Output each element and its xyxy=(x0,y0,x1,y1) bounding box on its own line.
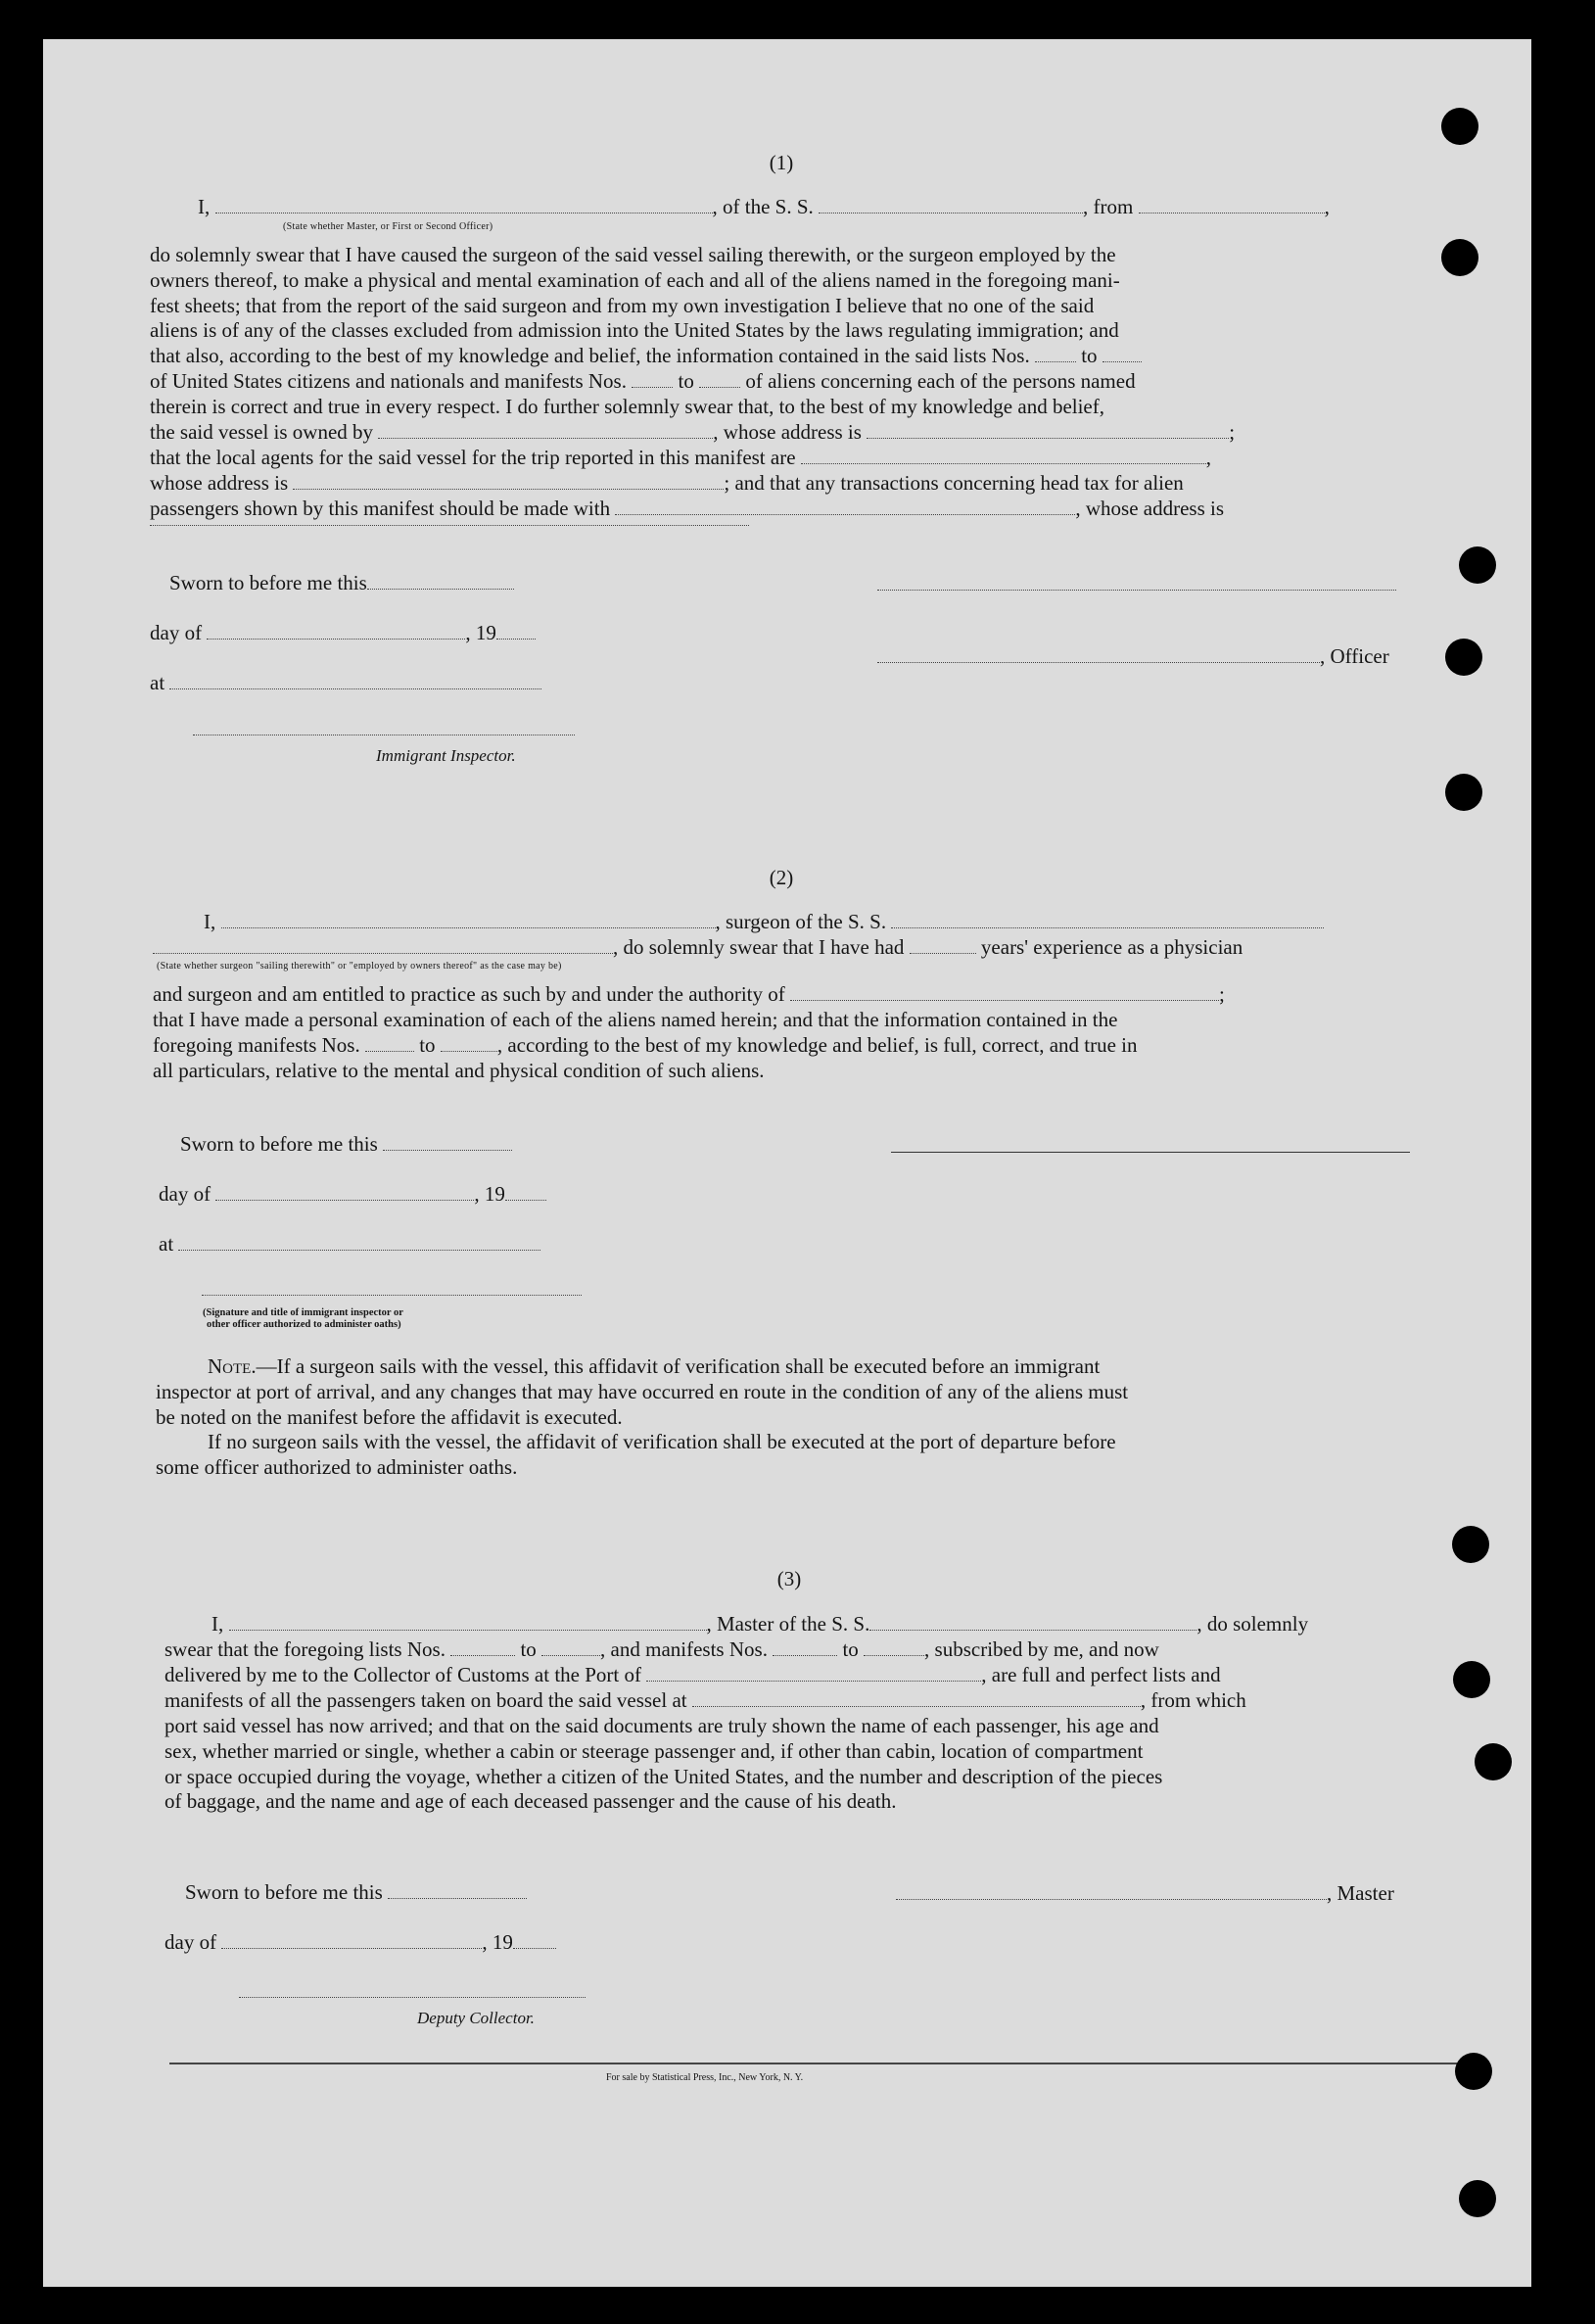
s2-authority-line: and surgeon and am entitled to practice as such by and under the authority of ; xyxy=(153,982,1225,1006)
note-block: Note.—If a surgeon sails with the vessel, this affidavit of verification shall be executed before an immigrant inspector at port of arrival, and any changes that may have occurred en route in the condition of any of the aliens must be noted on the manifest before the affidavit is executed. If no surgeon sails with the vessel, the affidavit of verification shall be executed at the port of departure before some officer authorized to administer oaths. xyxy=(156,1354,1129,1480)
s1-officer-signature-field[interactable] xyxy=(877,590,1396,591)
s3-port-line: delivered by me to the Collector of Customs at the Port of , are full and perfect lists and xyxy=(164,1663,1221,1686)
s2-manifests-line: foregoing manifests Nos. to , according to the best of my knowledge and belief, is full, correct, and true in xyxy=(153,1033,1138,1057)
s3-line-1: I, , Master of the S. S. , do solemnly xyxy=(211,1612,1309,1636)
s1-at: at xyxy=(150,671,541,696)
section-2-number: (2) xyxy=(769,866,794,889)
s2-at: at xyxy=(159,1232,540,1257)
s2-manifests-to-field[interactable] xyxy=(441,1033,497,1052)
s1-sworn-day-field[interactable] xyxy=(367,571,514,590)
s3-day-month-field[interactable] xyxy=(221,1930,482,1949)
s3-lists-from-field[interactable] xyxy=(450,1637,515,1656)
s1-body-line: fest sheets; that from the report of the said surgeon and from my own investigation I believe that no one of the said xyxy=(150,293,1095,317)
s3-manifests-from-field[interactable] xyxy=(773,1637,837,1656)
s2-line-1: I, , surgeon of the S. S. xyxy=(204,910,1324,935)
s3-collector-signature-field[interactable] xyxy=(239,1997,586,1998)
s1-body-line-8: therein is correct and true in every respect. I do further solemnly swear that, to the best of my knowledge and belief, xyxy=(150,395,1104,418)
s1-lists-to-field[interactable] xyxy=(1102,344,1142,362)
s3-body: port said vessel has now arrived; and that on the said documents are truly shown the name of each passenger, his age and sex, whether married or single, whether a cabin or steerage passenger and, if other than cabin, location of compartment or space occupied during the voyage, whether a citizen of the United States, and the number and description of the pieces of baggage, and the name and age of each deceased passenger and the cause of his death. xyxy=(164,1714,1163,1814)
s1-owner-field[interactable] xyxy=(378,420,713,439)
s1-year-field[interactable] xyxy=(496,621,536,640)
s1-ship-label: , of the S. S. xyxy=(712,195,814,218)
s1-body-line: do solemnly swear that I have caused the surgeon of the said vessel sailing therewith, or the surgeon employed by the xyxy=(150,243,1116,266)
note-label: Note. xyxy=(208,1354,257,1378)
s3-master-name-field[interactable] xyxy=(229,1612,707,1631)
s2-year-field[interactable] xyxy=(505,1182,546,1201)
s1-agents-address-line: whose address is ; and that any transactions concerning head tax for alien xyxy=(150,471,1184,495)
s1-at-place-field[interactable] xyxy=(169,671,541,689)
punch-hole xyxy=(1441,108,1478,145)
s2-manifests-from-field[interactable] xyxy=(365,1033,414,1052)
s3-year-field[interactable] xyxy=(513,1930,556,1949)
s3-taken-line: manifests of all the passengers taken on board the said vessel at , from which xyxy=(164,1688,1246,1712)
s1-headtax-address-field[interactable] xyxy=(150,525,749,526)
s1-agents-field[interactable] xyxy=(801,446,1206,464)
s1-ship-name-field[interactable] xyxy=(819,195,1083,213)
s1-body-line: owners thereof, to make a physical and mental examination of each and all of the aliens named in the foregoing mani- xyxy=(150,267,1120,292)
s3-day-of: day of , 19 xyxy=(164,1930,556,1956)
s2-inspector-signature-field[interactable] xyxy=(202,1295,582,1296)
s1-i-label: I, xyxy=(198,195,211,218)
s3-departure-port-field[interactable] xyxy=(692,1688,1141,1707)
s1-from-label: , from xyxy=(1083,195,1134,218)
s1-owner-line: the said vessel is owned by , whose address is ; xyxy=(150,420,1236,444)
s3-sworn-day-field[interactable] xyxy=(388,1880,527,1899)
s1-headtax-field[interactable] xyxy=(615,497,1075,515)
s1-inspector-caption: Immigrant Inspector. xyxy=(376,746,516,765)
s1-officer-name-field[interactable] xyxy=(877,644,1320,663)
s1-from-port-field[interactable] xyxy=(1139,195,1325,213)
s1-officer-field[interactable] xyxy=(215,195,713,213)
s3-lists-to-field[interactable] xyxy=(541,1637,600,1656)
s2-at-place-field[interactable] xyxy=(178,1232,540,1251)
s3-customs-port-field[interactable] xyxy=(646,1663,981,1682)
s3-sworn: Sworn to before me this xyxy=(185,1880,527,1906)
s2-years-field[interactable] xyxy=(910,935,976,954)
footer-rule xyxy=(169,2063,1462,2064)
s2-surgeon-signature-field[interactable] xyxy=(891,1152,1410,1153)
punch-hole xyxy=(1455,2053,1492,2090)
s1-line-1: I, , of the S. S. , from , xyxy=(198,195,1330,218)
s2-signature-caption: (Signature and title of immigrant inspector or other officer authorized to administer oaths) xyxy=(203,1307,403,1330)
s2-day-month-field[interactable] xyxy=(215,1182,474,1201)
s3-manifests-to-field[interactable] xyxy=(864,1637,924,1656)
form-sheet xyxy=(43,39,1531,2287)
s3-lists-line: swear that the foregoing lists Nos. to , and manifests Nos. to , subscribed by me, and now xyxy=(164,1637,1159,1661)
s2-body-line-4: that I have made a personal examination of each of the aliens named herein; and that the information contained in the xyxy=(153,1008,1118,1031)
punch-hole xyxy=(1459,546,1496,584)
s1-manifests-line: of United States citizens and nationals and manifests Nos. to of aliens concerning each of the persons named xyxy=(150,369,1136,393)
s1-agents-address-field[interactable] xyxy=(293,471,724,490)
s2-ship-name-field[interactable] xyxy=(891,910,1324,928)
s1-lists-from-field[interactable] xyxy=(1035,344,1076,362)
s3-master-signature-field[interactable] xyxy=(896,1881,1327,1900)
s2-body-line-6: all particulars, relative to the mental and physical condition of such aliens. xyxy=(153,1059,765,1082)
s1-lists-line: that also, according to the best of my knowledge and belief, the information contained in the said lists Nos. to xyxy=(150,344,1142,369)
s2-sworn: Sworn to before me this xyxy=(180,1132,512,1158)
punch-hole xyxy=(1475,1743,1512,1780)
punch-hole xyxy=(1445,774,1482,811)
s3-master-line: , Master xyxy=(896,1881,1394,1907)
s2-day-of: day of , 19 xyxy=(159,1182,546,1208)
s1-officer-line: , Officer xyxy=(877,644,1389,670)
punch-hole xyxy=(1452,1526,1489,1563)
punch-hole xyxy=(1441,239,1478,276)
s1-officer-caption: (State whether Master, or First or Second Officer) xyxy=(283,221,493,232)
s2-sworn-day-field[interactable] xyxy=(383,1132,512,1151)
s1-agents-line: that the local agents for the said vessel for the trip reported in this manifest are , xyxy=(150,446,1212,469)
s1-body-line: aliens is of any of the classes excluded from admission into the United States by the laws regulating immigration; and xyxy=(150,318,1119,343)
s1-day-of: day of , 19 xyxy=(150,621,536,646)
section-3-number: (3) xyxy=(776,1567,802,1590)
s1-day-month-field[interactable] xyxy=(207,621,465,640)
punch-hole xyxy=(1459,2180,1496,2217)
s3-ship-name-field[interactable] xyxy=(869,1612,1196,1631)
s1-body xyxy=(150,243,1446,344)
s2-surgeon-name-field[interactable] xyxy=(221,910,716,928)
s1-sworn: Sworn to before me this xyxy=(169,571,514,596)
s2-line-2: , do solemnly swear that I have had years' experience as a physician xyxy=(153,935,1243,961)
s2-authority-field[interactable] xyxy=(790,982,1219,1001)
s2-status-caption: (State whether surgeon "sailing therewith" or "employed by owners thereof" as the case may be) xyxy=(157,961,562,972)
punch-hole xyxy=(1445,639,1482,676)
s1-manifests-to-field[interactable] xyxy=(699,369,740,388)
s1-manifests-from-field[interactable] xyxy=(632,369,673,388)
s3-collector-caption: Deputy Collector. xyxy=(417,2009,535,2027)
section-1-number: (1) xyxy=(769,151,794,174)
s1-owner-address-field[interactable] xyxy=(867,420,1229,439)
s2-surgeon-status-field[interactable] xyxy=(153,935,613,954)
punch-hole xyxy=(1453,1661,1490,1698)
footer-imprint: For sale by Statistical Press, Inc., New York, N. Y. xyxy=(606,2072,804,2083)
s1-headtax-line: passengers shown by this manifest should be made with , whose address is xyxy=(150,497,1225,520)
